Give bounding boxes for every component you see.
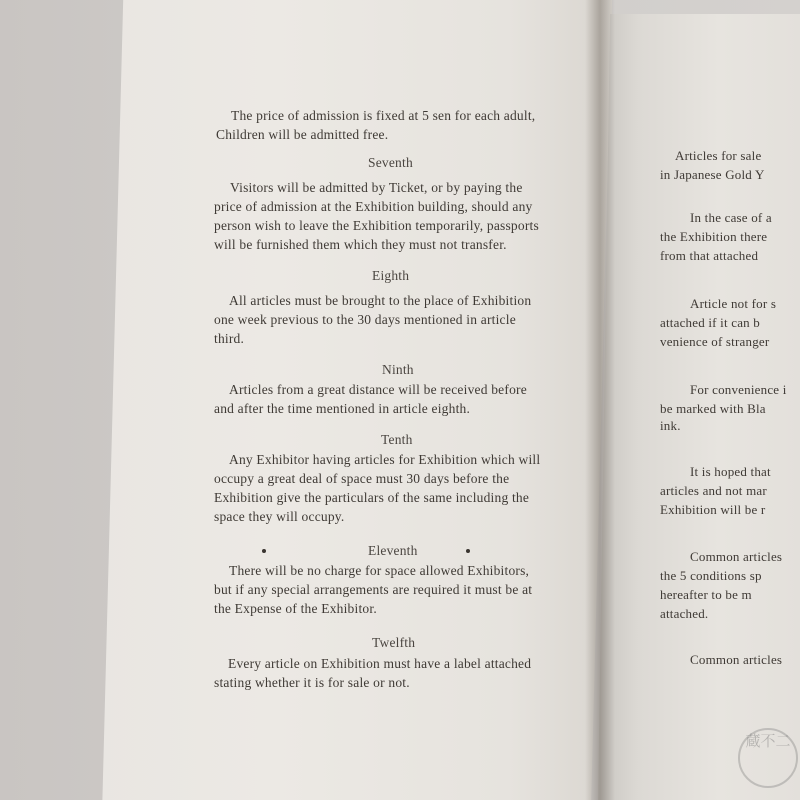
right-line-13: articles and not mar bbox=[660, 483, 767, 498]
heading-twelfth: Twelfth bbox=[372, 635, 416, 650]
left-line-14: and after the time mentioned in article eighth. bbox=[214, 401, 471, 416]
left-line-19: space they will occupy. bbox=[214, 509, 345, 524]
right-line-17: hereafter to be m bbox=[660, 587, 752, 602]
left-line-1: The price of admission is fixed at 5 sen for each adult, bbox=[231, 108, 536, 123]
bullet-dot-left bbox=[262, 549, 266, 553]
right-line-14: Exhibition will be r bbox=[660, 502, 766, 517]
right-line-16: the 5 conditions sp bbox=[660, 568, 762, 583]
collector-seal-watermark: 蔵不二 bbox=[738, 728, 798, 788]
left-line-25: Every article on Exhibition must have a label attached bbox=[228, 656, 532, 671]
left-line-17: occupy a great deal of space must 30 days before the bbox=[214, 471, 510, 486]
left-line-2: Children will be admitted free. bbox=[216, 127, 389, 142]
right-line-1: Articles for sale bbox=[675, 148, 762, 163]
right-line-19: Common articles bbox=[690, 652, 783, 667]
left-line-18: Exhibition give the particulars of the same including the bbox=[214, 490, 530, 505]
bullet-dot-right bbox=[466, 549, 470, 553]
left-line-4: Visitors will be admitted by Ticket, or by paying the bbox=[230, 180, 523, 195]
right-line-6: Article not for s bbox=[690, 296, 777, 311]
left-line-26: stating whether it is for sale or not. bbox=[214, 675, 410, 690]
left-line-7: will be furnished them which they must not transfer. bbox=[214, 237, 507, 252]
left-line-21: There will be no charge for space allowed Exhibitors, bbox=[229, 563, 530, 578]
left-line-23: the Expense of the Exhibitor. bbox=[214, 601, 377, 616]
right-line-4: the Exhibition there bbox=[660, 229, 768, 244]
right-line-8: venience of stranger bbox=[660, 334, 770, 349]
right-line-11: ink. bbox=[660, 418, 681, 433]
left-line-16: Any Exhibitor having articles for Exhibition which will bbox=[229, 452, 541, 467]
left-line-11: third. bbox=[214, 331, 245, 346]
right-line-10: be marked with Bla bbox=[660, 401, 766, 416]
heading-eleventh: Eleventh bbox=[368, 543, 418, 558]
left-line-10: one week previous to the 30 days mentioned in article bbox=[214, 312, 516, 327]
right-line-7: attached if it can b bbox=[660, 315, 761, 330]
left-line-13: Articles from a great distance will be received before bbox=[229, 382, 527, 397]
right-line-3: In the case of a bbox=[690, 210, 772, 225]
right-line-5: from that attached bbox=[660, 248, 759, 263]
book-gutter bbox=[585, 0, 615, 800]
right-line-9: For convenience i bbox=[690, 382, 787, 397]
heading-tenth: Tenth bbox=[381, 432, 413, 447]
left-line-22: but if any special arrangements are required it must be at bbox=[214, 582, 533, 597]
left-line-9: All articles must be brought to the place of Exhibition bbox=[229, 293, 532, 308]
heading-seventh: Seventh bbox=[368, 155, 413, 170]
right-line-2: in Japanese Gold Y bbox=[660, 167, 765, 182]
heading-ninth: Ninth bbox=[382, 362, 414, 377]
right-line-12: It is hoped that bbox=[690, 464, 771, 479]
left-line-5: price of admission at the Exhibition building, should any bbox=[214, 199, 533, 214]
right-line-15: Common articles bbox=[690, 549, 783, 564]
left-line-6: person wish to leave the Exhibition temporarily, passports bbox=[214, 218, 539, 233]
heading-eighth: Eighth bbox=[372, 268, 410, 283]
right-line-18: attached. bbox=[660, 606, 709, 621]
